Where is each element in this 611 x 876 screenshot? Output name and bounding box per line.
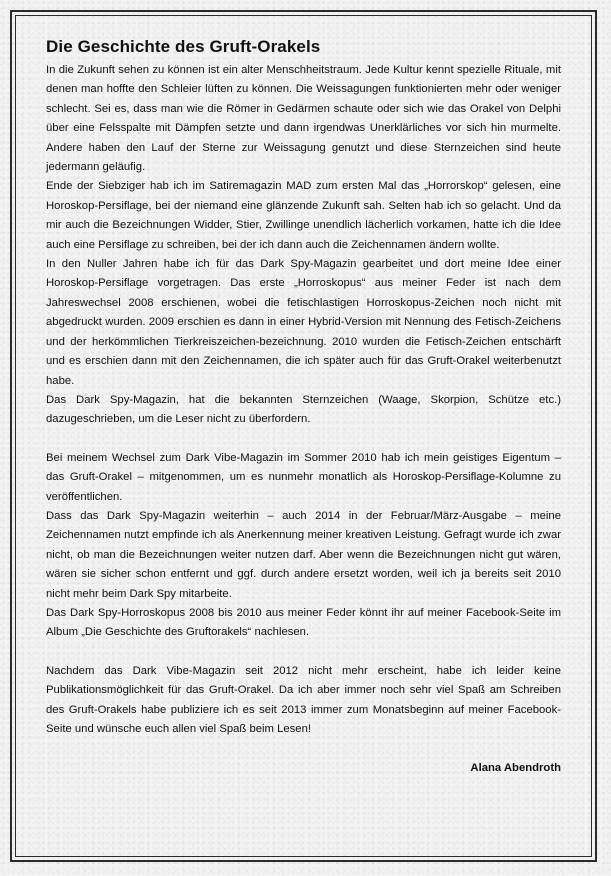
paragraph-publication: Nachdem das Dark Vibe-Magazin seit 2012 nicht mehr erscheint, habe ich leider keine Publikationsmöglichkeit für das Gruft-Orakel. Da ich aber immer noch sehr viel Spaß am Schreiben des Gruft-Orakels habe publiziere ich es seit 2013 immer zum Monatsbeginn auf meiner Facebook-Seite und wünsche euch allen viel Spaß beim Lesen! (46, 664, 561, 735)
paragraph-spacer (46, 643, 561, 662)
paragraph-spacer (46, 430, 561, 449)
paragraph-facebook-album: Das Dark Spy-Horroskopus 2008 bis 2010 aus meiner Feder könnt ihr auf meiner Facebook-Seite im Album „Die Geschichte des Gruftorakels“ nachlesen. (46, 606, 561, 639)
document-body (46, 36, 561, 779)
paragraph-mad-horrorskop: Ende der Siebziger hab ich im Satiremagazin MAD zum ersten Mal das „Horrorskop“ gelesen, eine Horoskop-Persiflage, bei der niemand eine glänzende Zukunft sah. Selten hab ich so gelacht. Und da mir auch die Bezeichnungen Widder, Stier, Zwillinge unendlich lächerlich vorkamen, hatte ich die Idee auch eine Persiflage zu schreiben, bei der ich dann auch die Zeichennamen ändern wollte. (46, 180, 561, 251)
paragraph-dark-spy: In den Nuller Jahren habe ich für das Dark Spy-Magazin gearbeitet und dort meine Idee einer Horoskop-Persiflage vorgetragen. Das erste „Horroskopus“ aus meiner Feder ist nach dem Jahreswechsel 2008 erschienen, wobei die fetischlastigen Horroskopus-Zeichen noch nicht mit abgedruckt wurden. 2009 erschien es dann in einer Hybrid-Version mit Nennung des Fetisch-Zeichens und der herkömmlichen Tierkreiszeichen-bezeichnung. 2010 wurden die Fetisch-Zeichen entschärft und es erschien dann mit den Zeichennamen, die ich später auch für das Gruft-Orakel weiterbenutzt habe. (46, 258, 561, 387)
paragraph-dark-vibe: Bei meinem Wechsel zum Dark Vibe-Magazin im Sommer 2010 hab ich mein geistiges Eigentum – das Gruft-Orakel – mitgenommen, um es nunmehr monatlich als Horoskop-Persiflage-Kolumne zu veröffentlichen. (46, 451, 561, 503)
paragraph-intro: In die Zukunft sehen zu können ist ein alter Menschheitstraum. Jede Kultur kennt spezielle Rituale, mit denen man hoffte den Schleier lüften zu können. Die Weissagungen funktionierten mehr oder weniger schlecht. Sei es, dass man wie die Römer in Gedärmen schaute oder sich wie das Orakel von Delphi über eine Felsspalte mit Dämpfen setzte und dann irgendwas Unerklärliches vor sich hin murmelte. Andere haben den Lauf der Sterne zur Weissagung genutzt und diese Sternzeichen sind heute jedermann geläufig. (46, 64, 561, 174)
author-signature: Alana Abendroth (470, 762, 561, 775)
document-title: Die Geschichte des Gruft-Orakels (46, 37, 321, 56)
paragraph-sternzeichen: Das Dark Spy-Magazin, hat die bekannten Sternzeichen (Waage, Skorpion, Schütze etc.) dazugeschrieben, um die Leser nicht zu überfordern. (46, 393, 561, 426)
paragraph-zeichennamen: Dass das Dark Spy-Magazin weiterhin – auch 2014 in der Februar/März-Ausgabe – meine Zeichennamen nutzt empfinde ich als Anerkennung meiner kreativen Leistung. Gefragt wurde ich zwar nicht, ob man die Bezeichnungen weiter nutzen darf. Aber wenn die Bezeichnungen nicht gut wären, wären sie sicher schon entfernt und ggf. durch andere ersetzt worden, weil ich ja bereits seit 2010 nicht mehr beim Dark Spy mitarbeite. (46, 509, 561, 600)
